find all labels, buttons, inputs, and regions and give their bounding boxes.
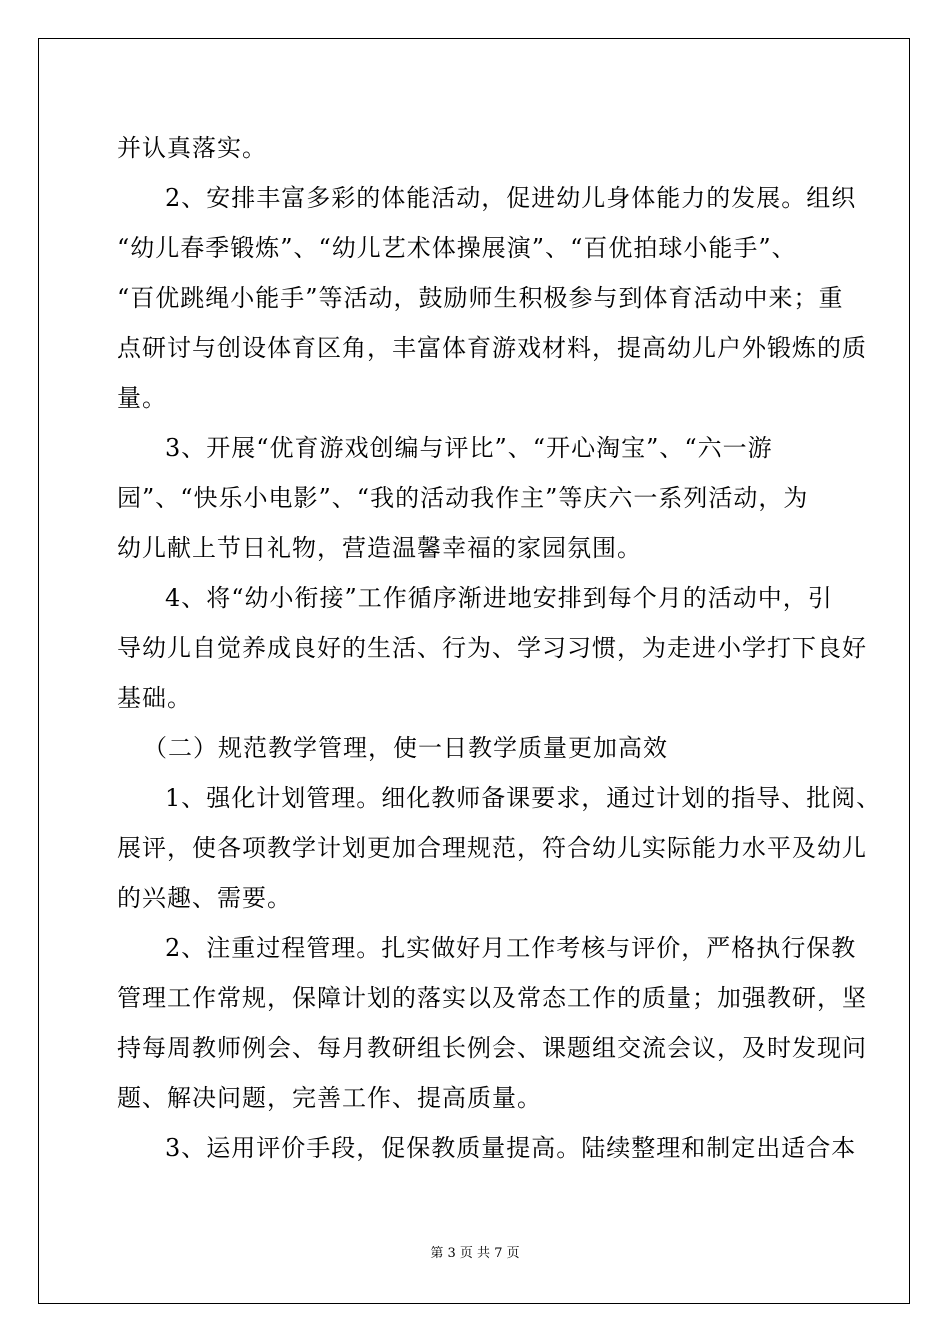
body-line: “百优跳绳小能手”等活动，鼓励师生积极参与到体育活动中来；重	[117, 284, 844, 312]
body-line: 导幼儿自觉养成良好的生活、行为、学习习惯，为走进小学打下良好	[117, 634, 867, 662]
body-line: 管理工作常规，保障计划的落实以及常态工作的质量；加强教研，坚	[117, 984, 867, 1012]
body-line: “幼儿春季锻炼”、“幼儿艺术体操展演”、“百优拍球小能手”、	[117, 234, 797, 262]
body-line: 4、将“幼小衔接”工作循序渐进地安排到每个月的活动中，引	[165, 584, 833, 612]
page-border	[38, 38, 910, 1304]
body-line: 展评，使各项教学计划更加合理规范，符合幼儿实际能力水平及幼儿	[117, 834, 867, 862]
body-line: 基础。	[117, 684, 192, 712]
body-line: 幼儿献上节日礼物，营造温馨幸福的家园氛围。	[117, 534, 642, 562]
body-line: 3、运用评价手段，促保教质量提高。陆续整理和制定出适合本	[165, 1134, 857, 1162]
body-line: 量。	[117, 384, 167, 412]
body-line: 3、开展“优育游戏创编与评比”、“开心淘宝”、“六一游	[165, 434, 773, 462]
body-line: 1、强化计划管理。细化教师备课要求，通过计划的指导、批阅、	[165, 784, 882, 812]
body-line: 2、安排丰富多彩的体能活动，促进幼儿身体能力的发展。组织	[165, 184, 857, 212]
body-line: 持每周教师例会、每月教研组长例会、课题组交流会议，及时发现问	[117, 1034, 867, 1062]
section-heading: （二）规范教学管理，使一日教学质量更加高效	[143, 734, 668, 762]
body-line: 2、注重过程管理。扎实做好月工作考核与评价，严格执行保教	[165, 934, 857, 962]
body-line: 并认真落实。	[117, 134, 267, 162]
body-line: 园”、“快乐小电影”、“我的活动我作主”等庆六一系列活动，为	[117, 484, 809, 512]
page-number-footer: 第 3 页 共 7 页	[430, 1246, 520, 1261]
body-line: 的兴趣、需要。	[117, 884, 292, 912]
body-line: 点研讨与创设体育区角，丰富体育游戏材料，提高幼儿户外锻炼的质	[117, 334, 867, 362]
body-line: 题、解决问题，完善工作、提高质量。	[117, 1084, 542, 1112]
